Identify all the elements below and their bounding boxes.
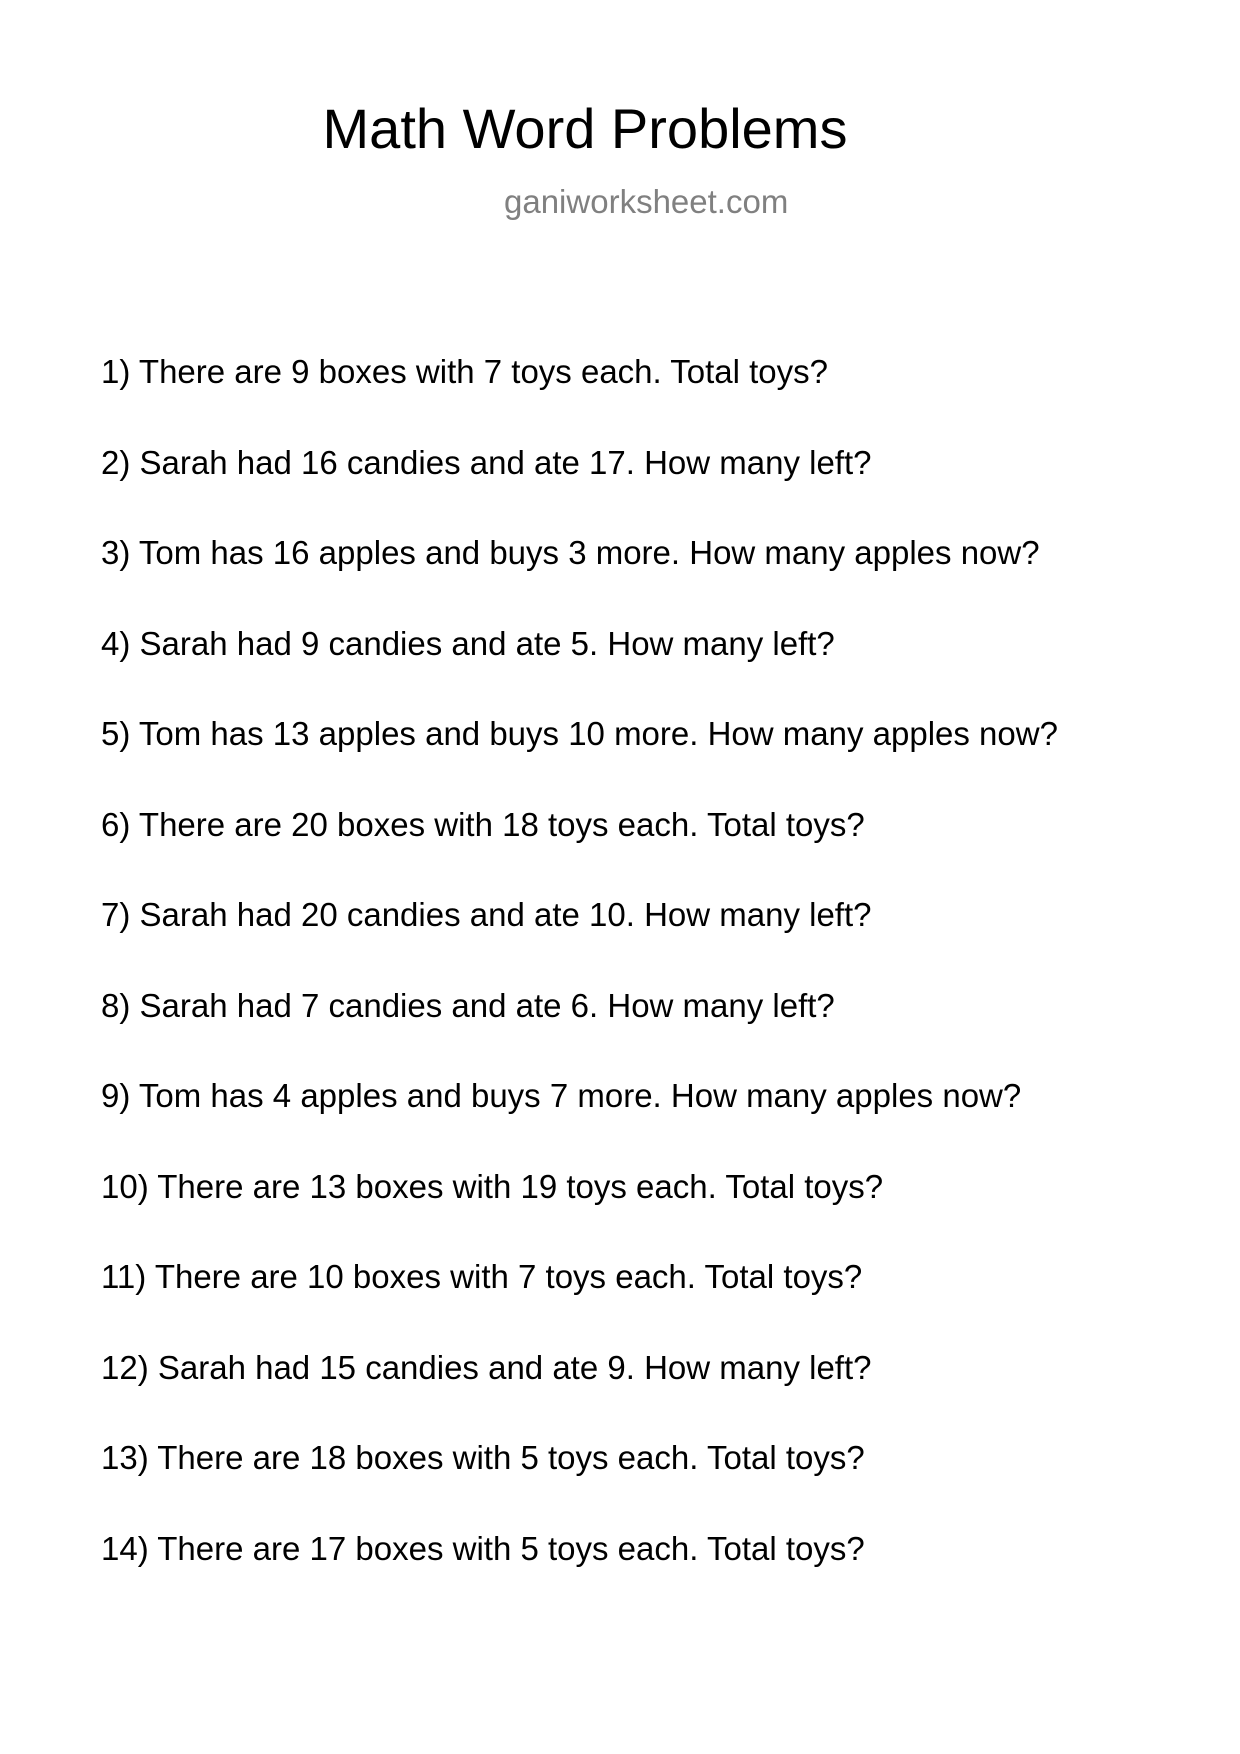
problem-item-5: 5) Tom has 13 apples and buys 10 more. How many apples now? [101, 715, 1058, 752]
problem-item-6: 6) There are 20 boxes with 18 toys each. Total toys? [101, 805, 865, 843]
problem-item-3: 3) Tom has 16 apples and buys 3 more. How many apples now? [101, 534, 1040, 571]
problem-item-9: 9) Tom has 4 apples and buys 7 more. How many apples now? [101, 1077, 1022, 1114]
problem-item-13: 13) There are 18 boxes with 5 toys each. Total toys? [101, 1439, 865, 1476]
page-title: Math Word Problems [322, 97, 848, 160]
problem-item-1: 1) There are 9 boxes with 7 toys each. Total toys? [101, 353, 829, 390]
problem-list [101, 352, 1058, 1619]
problem-item-10: 10) There are 13 boxes with 19 toys each. Total toys? [101, 1167, 884, 1205]
problem-item-11: 11) There are 10 boxes with 7 toys each. Total toys? [101, 1258, 863, 1295]
problem-item-2: 2) Sarah had 16 candies and ate 17. How many left? [101, 443, 872, 481]
problem-item-12: 12) Sarah had 15 candies and ate 9. How many left? [101, 1348, 872, 1386]
problem-item-4: 4) Sarah had 9 candies and ate 5. How many left? [101, 624, 835, 662]
site-name: ganiworksheet.com [504, 183, 789, 220]
problem-item-7: 7) Sarah had 20 candies and ate 10. How many left? [101, 896, 872, 933]
problem-item-14: 14) There are 17 boxes with 5 toys each. Total toys? [101, 1529, 865, 1567]
problem-item-8: 8) Sarah had 7 candies and ate 6. How many left? [101, 986, 835, 1024]
